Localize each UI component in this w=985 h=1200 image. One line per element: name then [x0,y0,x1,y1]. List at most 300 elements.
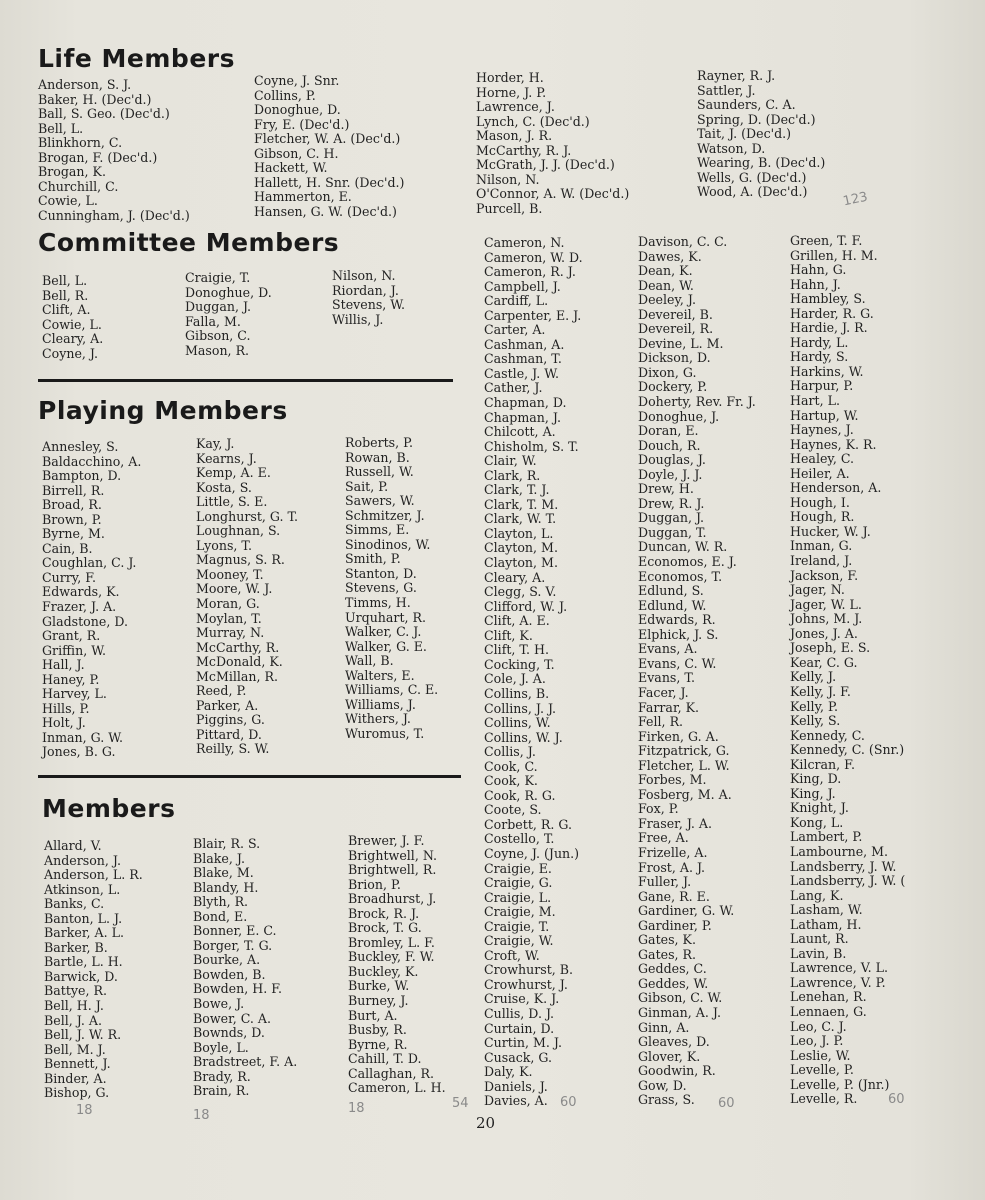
member-name: Lang, K. [790,887,844,903]
member-name: Dean, W. [638,277,694,293]
member-name: Cahill, T. D. [348,1051,422,1067]
member-name: Collins, W. [484,715,551,731]
member-name: Dixon, G. [638,364,697,380]
member-name: Bower, C. A. [193,1010,272,1026]
member-name: Lasham, W. [790,902,863,918]
member-name: Gardiner, G. W. [638,903,735,919]
member-name: Goodwin, R. [638,1063,716,1079]
member-name: Walters, E. [345,667,415,683]
member-name: Hough, R. [790,509,855,525]
member-name: Clark, R. [484,467,541,483]
committee-members-col-1 [42,274,103,361]
member-name: Cashman, T. [484,351,562,367]
member-name: Costello, T. [484,831,555,847]
member-name: Harpur, P. [790,378,854,394]
member-name: Williams, J. [345,696,416,712]
member-name: Cole, J. A. [484,671,546,687]
member-name: Banks, C. [44,896,105,912]
member-name: Dawes, K. [638,248,702,264]
member-name: Craigie, E. [484,860,552,876]
member-name: Barker, A. L. [44,925,124,941]
member-name: Kennedy, C. (Snr.) [790,742,905,758]
member-name: Simms, E. [345,522,410,538]
member-name: Buckley, K. [348,963,419,979]
member-name: Burney, J. [348,993,409,1009]
member-name: Healey, C. [790,451,855,467]
member-name: Wall, B. [345,653,394,669]
member-name: Blyth, R. [193,894,249,910]
member-name: Sattler, J. [697,82,756,98]
member-name: Campbell, J. [484,278,561,294]
member-name: Cain, B. [42,540,93,556]
member-name: Doyle, J. J. [638,466,703,482]
committee-members-col-2 [185,271,272,358]
member-name: Hills, P. [42,700,90,716]
member-name: Craigie, M. [484,904,556,920]
member-name: Economos, T. [638,568,723,584]
member-name: Cusack, G. [484,1049,553,1065]
member-name: Kemp, A. E. [196,465,271,481]
member-name: Moylan, T. [196,610,262,626]
member-name: Levelle, P. [790,1062,854,1078]
member-name: Gleaves, D. [638,1034,710,1050]
member-name: Duggan, J. [638,510,705,526]
member-name: Williams, C. E. [345,682,439,698]
member-name: Evans, T. [638,670,695,686]
member-name: Brogan, F. (Dec'd.) [38,149,158,165]
member-name: Cashman, A. [484,336,565,352]
member-name: Kear, C. G. [790,654,858,670]
member-name: Lenehan, R. [790,989,867,1005]
member-name: Mason, J. R. [476,128,553,144]
member-name: McGrath, J. J. (Dec'd.) [476,157,615,173]
member-name: Bownds, D. [193,1025,265,1041]
member-name: Heiler, A. [790,465,850,481]
tally-members-col-4: 60 [560,1095,577,1110]
member-name: Cameron, L. H. [348,1080,446,1096]
member-name: Ginman, A. J. [638,1004,721,1020]
member-name: Douch, R. [638,437,701,453]
member-name: Longhurst, G. T. [196,508,299,524]
tally-members-col-3: 18 [348,1101,365,1116]
member-name: Brewer, J. F. [348,833,425,848]
member-name: Green, T. F. [790,233,863,248]
member-name: Gates, R. [638,946,697,962]
member-name: Boyle, L. [193,1039,249,1055]
playing-members-col-1 [42,440,141,760]
member-name: Collins, J. J. [484,700,557,716]
member-name: Gardiner, P. [638,917,712,933]
member-name: Hallett, H. Snr. (Dec'd.) [254,174,405,190]
member-name: Nilson, N. [476,171,540,187]
member-name: Clift, T. H. [484,642,549,658]
member-name: Drew, H. [638,481,694,497]
member-name: Tait, J. (Dec'd.) [697,126,792,142]
member-name: Kilcran, F. [790,756,855,772]
member-name: Hart, L. [790,393,840,409]
member-name: Fuller, J. [638,874,692,890]
member-name: Blandy, H. [193,879,259,895]
member-name: O'Connor, A. W. (Dec'd.) [476,186,630,202]
members-col-3 [348,834,446,1096]
member-name: Willis, J. [332,311,384,327]
member-name: Withers, J. [345,711,411,727]
member-name: Brion, P. [348,876,401,892]
member-name: Kong, L. [790,814,844,830]
member-name: Cook, K. [484,773,538,789]
member-name: Loughnan, S. [196,523,281,539]
member-name: Harkins, W. [790,363,864,379]
member-name: Davies, A. [484,1093,548,1109]
member-name: Wells, G. (Dec'd.) [697,169,807,185]
member-name: Griffin, W. [42,642,106,658]
section-divider-1 [38,379,453,382]
member-name: Cardiff, L. [484,293,549,309]
member-name: Launt, R. [790,931,849,947]
member-name: Spring, D. (Dec'd.) [697,111,816,127]
member-name: Clift, A. E. [484,613,550,629]
member-name: Duggan, J. [185,299,252,315]
member-name: Holt, J. [42,715,86,731]
member-name: Leo, C. J. [790,1018,847,1034]
life-members-heading: Life Members [38,44,235,73]
member-name: Cook, C. [484,758,538,774]
member-name: Parker, A. [196,697,259,713]
member-name: Brightwell, R. [348,862,437,878]
member-name: Dockery, P. [638,379,708,395]
member-name: Gibson, C. [185,328,251,344]
member-name: Edwards, K. [42,584,120,600]
tally-members-col-5: 60 [718,1096,735,1111]
member-name: Gane, R. E. [638,888,710,904]
member-name: Walker, C. J. [345,624,422,640]
member-name: Byrne, R. [348,1036,408,1052]
member-name: Craigie, T. [185,270,251,285]
member-name: Lennaen, G. [790,1003,867,1019]
member-name: Broadhurst, J. [348,891,437,907]
tally-members-sum: 54 [452,1096,469,1111]
member-name: Harvey, L. [42,686,107,702]
member-name: Binder, A. [44,1070,107,1086]
member-name: Carpenter, E. J. [484,307,582,323]
member-name: Cruise, K. J. [484,991,560,1007]
member-name: Lawrence, V. P. [790,974,886,990]
member-name: Walker, G. E. [345,638,427,654]
member-name: Cameron, R. J. [484,264,576,280]
member-name: Geddes, W. [638,975,709,991]
member-name: Knight, J. [790,800,849,816]
member-name: Hough, I. [790,494,850,510]
member-name: Cleary, A. [484,569,546,585]
member-name: Clayton, M. [484,555,558,571]
member-name: Clayton, L. [484,525,554,541]
member-name: Latham, H. [790,916,862,932]
member-name: Coyne, J. [42,345,98,361]
member-name: Cleary, A. [42,331,104,347]
member-name: Lambourne, M. [790,843,889,859]
member-name: Johns, M. J. [790,611,863,627]
member-name: Cameron, N. [484,235,565,250]
member-name: Bennett, J. [44,1056,111,1072]
member-name: Stevens, W. [332,297,406,313]
member-name: Smith, P. [345,551,401,567]
member-name: Hahn, J. [790,276,841,292]
member-name: Bowden, B. [193,966,266,982]
member-name: Wood, A. (Dec'd.) [697,184,808,200]
member-name: Leo, J. P. [790,1033,844,1049]
member-name: Fraser, J. A. [638,815,712,831]
member-name: Davison, C. C. [638,234,728,249]
member-name: Joseph, E. S. [790,640,871,656]
member-name: Lavin, B. [790,945,847,961]
member-name: Cullis, D. J. [484,1005,555,1021]
member-name: Anderson, J. [44,852,121,868]
playing-members-col-2 [196,437,298,757]
member-name: Bell, H. J. [44,998,104,1014]
member-name: Hartup, W. [790,407,859,423]
members-col-6 [790,234,905,1107]
member-name: Horne, J. P. [476,84,547,100]
member-name: Bell, J. W. R. [44,1027,122,1043]
member-name: Annesley, S. [42,439,119,454]
member-name: Clark, T. M. [484,496,559,512]
member-name: Grass, S. [638,1092,695,1108]
member-name: Nilson, N. [332,268,396,283]
member-name: Gladstone, D. [42,613,128,629]
member-name: Clift, A. [42,302,91,318]
member-name: Cowie, L. [38,193,98,209]
member-name: Fox, P. [638,801,679,817]
member-name: Hansen, G. W. (Dec'd.) [254,203,397,219]
member-name: Facer, J. [638,684,689,700]
member-name: Ginn, A. [638,1019,690,1035]
member-name: Lynch, C. (Dec'd.) [476,113,590,129]
member-name: Kay, J. [196,436,235,451]
member-name: Drew, R. J. [638,495,705,511]
member-name: Collins, W. J. [484,729,563,745]
member-name: Blinkhorn, C. [38,135,123,151]
playing-members-col-3 [345,436,438,741]
member-name: Bourke, A. [193,952,261,968]
member-name: Piggins, G. [196,712,265,728]
member-name: Bartle, L. H. [44,954,123,970]
life-members-col-3 [476,71,629,216]
member-name: Bell, L. [42,273,88,288]
member-name: Reed, P. [196,683,247,699]
member-name: Cocking, T. [484,656,555,672]
member-name: Bell, J. A. [44,1012,102,1028]
member-name: Kelly, J. F. [790,683,851,699]
member-name: Economos, E. J. [638,554,737,570]
member-name: Pittard, D. [196,726,262,742]
member-name: Curtin, M. J. [484,1035,562,1051]
member-name: Landsberry, J. W. ( [790,873,906,889]
member-name: Elphick, J. S. [638,626,719,642]
member-name: Battye, R. [44,983,107,999]
member-name: Leslie, W. [790,1047,851,1063]
member-name: Fletcher, L. W. [638,757,730,773]
member-name: Levelle, P. (Jnr.) [790,1076,890,1092]
member-name: Brightwell, N. [348,847,438,863]
member-name: Levelle, R. [790,1091,858,1107]
member-name: Blake, M. [193,865,254,881]
life-members-col-1 [38,78,190,223]
member-name: Gates, K. [638,932,696,948]
member-name: Jackson, F. [790,567,859,583]
member-name: Bonner, E. C. [193,923,277,939]
member-name: Buckley, F. W. [348,949,435,965]
member-name: Collis, J. [484,744,536,760]
member-name: Castle, J. W. [484,365,559,381]
life-members-col-2 [254,74,404,219]
member-name: Haynes, J. [790,422,854,438]
member-name: Donoghue, J. [638,408,720,424]
member-name: Evans, C. W. [638,655,717,671]
member-name: Devereil, R. [638,321,714,337]
member-name: Baker, H. (Dec'd.) [38,91,152,107]
member-name: Jones, B. G. [42,744,116,760]
member-name: Grillen, H. M. [790,247,878,263]
member-name: Grant, R. [42,628,101,644]
member-name: Chapman, D. [484,395,567,411]
member-name: Clegg, S. V. [484,584,557,600]
member-name: Brogan, K. [38,164,106,180]
member-name: Corbett, R. G. [484,816,572,832]
members-col-4 [484,236,583,1109]
member-name: Hardie, J. R. [790,320,868,336]
member-name: Fry, E. (Dec'd.) [254,116,350,132]
member-name: Dickson, D. [638,350,711,366]
member-name: Brown, P. [42,511,102,527]
member-name: Landsberry, J. W. [790,858,897,874]
member-name: Curry, F. [42,569,97,585]
member-name: Frizelle, A. [638,844,708,860]
member-name: Kelly, S. [790,713,841,729]
member-name: Croft, W. [484,947,540,963]
member-name: Hardy, L. [790,334,849,350]
member-name: Clayton, M. [484,540,558,556]
member-name: Mason, R. [185,342,250,358]
member-name: Fosberg, M. A. [638,786,732,802]
member-name: Deeley, J. [638,292,697,308]
member-name: Wuromus, T. [345,725,425,741]
member-name: Hahn, G. [790,262,847,278]
member-name: Murray, N. [196,625,265,641]
member-name: Schmitzer, J. [345,507,425,523]
member-name: Reilly, S. W. [196,741,270,757]
member-name: Collins, B. [484,685,550,701]
member-name: Bishop, G. [44,1085,110,1101]
member-name: Carter, A. [484,322,546,338]
member-name: Crowhurst, J. [484,976,568,992]
member-name: Curtain, D. [484,1020,555,1036]
member-name: Barker, B. [44,939,108,955]
playing-members-heading: Playing Members [38,396,288,425]
member-name: Atkinson, L. [44,881,121,897]
member-name: Stanton, D. [345,565,417,581]
member-name: Frazer, J. A. [42,599,117,615]
member-name: Sawers, W. [345,493,415,509]
member-name: Douglas, J. [638,452,706,468]
member-name: Lawrence, J. [476,99,555,115]
member-name: Chapman, J. [484,409,561,425]
member-name: Bowden, H. F. [193,981,283,997]
member-name: Haynes, K. R. [790,436,877,452]
member-name: Hackett, W. [254,160,328,176]
member-name: Cunningham, J. (Dec'd.) [38,207,190,223]
member-name: McDonald, K. [196,654,283,670]
member-name: Ball, S. Geo. (Dec'd.) [38,106,170,122]
member-name: Fitzpatrick, G. [638,743,730,759]
member-name: Inman, G. W. [42,729,124,745]
member-name: Magnus, S. R. [196,552,285,568]
member-name: Kennedy, C. [790,727,865,743]
member-name: Horder, H. [476,70,544,85]
member-name: Hammerton, E. [254,189,352,205]
section-divider-2 [38,775,461,778]
committee-members-heading: Committee Members [38,228,340,257]
member-name: Duggan, T. [638,524,707,540]
member-name: Henderson, A. [790,480,882,496]
member-name: Falla, M. [185,313,241,329]
member-name: Churchill, C. [38,178,119,194]
member-name: Harder, R. G. [790,305,874,321]
member-name: Craigie, G. [484,875,553,891]
member-name: Sinodinos, W. [345,536,431,552]
member-name: Wearing, B. (Dec'd.) [697,155,826,171]
member-name: Clark, T. J. [484,482,550,498]
member-name: Russell, W. [345,464,414,480]
tally-members-col-6: 60 [888,1092,905,1107]
members-col-2 [193,837,297,1099]
member-name: Ireland, J. [790,553,853,569]
member-name: Kelly, P. [790,698,838,714]
member-name: Brady, R. [193,1068,251,1084]
member-name: Doran, E. [638,423,699,439]
tally-members-col-2: 18 [193,1108,210,1123]
member-name: Moran, G. [196,596,260,612]
member-name: Mooney, T. [196,566,264,582]
member-name: Stevens, G. [345,580,417,596]
member-name: Devine, L. M. [638,335,724,351]
member-name: Craigie, L. [484,889,552,905]
member-name: Bampton, D. [42,468,122,484]
member-name: Moore, W. J. [196,581,273,597]
member-name: Bell, L. [38,120,84,136]
member-name: Inman, G. [790,538,853,554]
member-name: Banton, L. J. [44,910,123,926]
member-name: King, D. [790,771,842,787]
member-name: Hardy, S. [790,349,849,365]
member-name: Gow, D. [638,1077,687,1093]
member-name: Gibson, C. H. [254,145,339,161]
member-name: Forbes, M. [638,772,707,788]
member-name: Clair, W. [484,453,537,469]
member-name: Jager, W. L. [790,596,862,612]
member-name: Glover, K. [638,1048,701,1064]
member-name: Cook, R. G. [484,787,556,803]
member-name: Crowhurst, B. [484,962,574,978]
member-name: Rayner, R. J. [697,68,776,83]
member-name: Edwards, R. [638,612,716,628]
member-name: Sait, P. [345,478,389,494]
members-col-5 [638,235,756,1108]
member-name: Cowie, L. [42,316,102,332]
member-name: Roberts, P. [345,435,414,450]
member-name: Bradstreet, F. A. [193,1054,298,1070]
member-name: Jager, N. [790,582,845,598]
member-name: Kelly, J. [790,669,837,685]
